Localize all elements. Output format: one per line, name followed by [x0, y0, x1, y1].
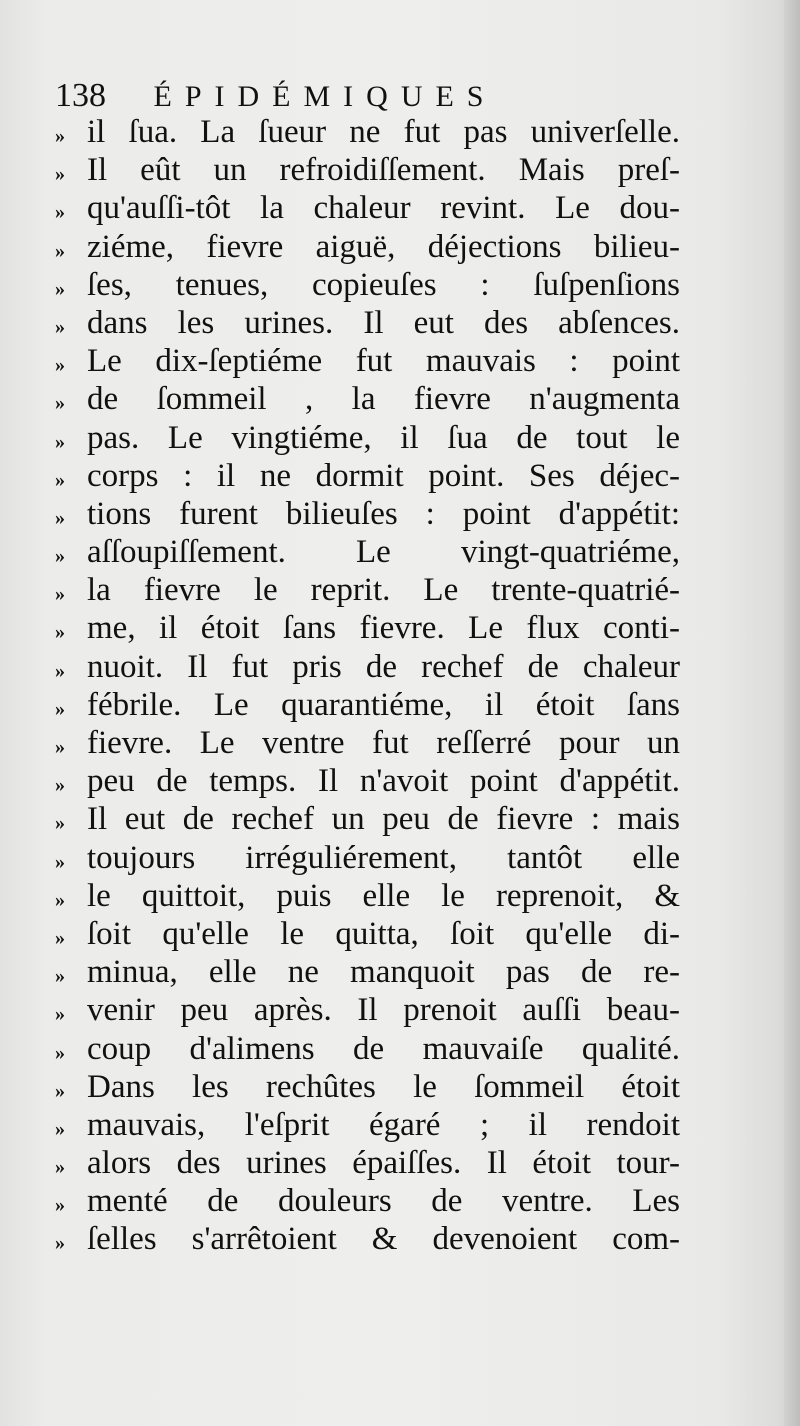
body-text [55, 113, 680, 1259]
line-text: Il eut de rechef un peu de fievre : mais [87, 801, 680, 838]
page-gutter-shadow [784, 0, 800, 1426]
text-line [55, 571, 680, 609]
quote-marker: » [55, 430, 65, 453]
quote-marker: » [55, 354, 65, 377]
line-text: peu de temps. Il n'avoit point d'appétit. [87, 763, 680, 800]
text-line [55, 1106, 680, 1144]
text-line [55, 189, 680, 227]
page-header [55, 76, 497, 116]
text-line [55, 266, 680, 304]
text-line [55, 419, 680, 457]
quote-marker: » [55, 277, 65, 300]
line-text: corps : il ne dormit point. Ses déjec- [87, 457, 680, 494]
quote-marker: » [55, 888, 65, 911]
running-title: ÉPIDÉMIQUES [153, 80, 497, 113]
line-text: le quittoit, puis elle le reprenoit, & [87, 877, 680, 914]
line-text: Dans les rechûtes le ſommeil étoit [87, 1068, 680, 1105]
line-text: Il eût un refroidiſſement. Mais preſ- [87, 152, 680, 189]
quote-marker: » [55, 774, 65, 797]
text-line [55, 1144, 680, 1182]
text-line [55, 533, 680, 571]
line-text: ſoit qu'elle le quitta, ſoit qu'elle di- [87, 915, 680, 952]
line-text: coup d'alimens de mauvaiſe qualité. [87, 1030, 680, 1067]
line-text: pas. Le vingtiéme, il ſua de tout le [87, 419, 680, 456]
line-text: mauvais, l'eſprit égaré ; il rendoit [87, 1106, 680, 1143]
line-text: aſſoupiſſement. Le vingt-quatriéme, [87, 534, 680, 571]
quote-marker: » [55, 392, 65, 415]
quote-marker: » [55, 163, 65, 186]
quote-marker: » [55, 125, 65, 147]
text-line [55, 1182, 680, 1220]
quote-marker: » [55, 812, 65, 835]
text-line [55, 1220, 680, 1258]
line-text: minua, elle ne manquoit pas de re- [87, 954, 680, 991]
text-line [55, 915, 680, 953]
text-line [55, 953, 680, 991]
text-line [55, 648, 680, 686]
line-text: fievre. Le ventre fut reſſerré pour un [87, 725, 680, 761]
text-line [55, 686, 680, 724]
line-text: la fievre le reprit. Le trente-quatrié- [87, 572, 680, 609]
line-text: qu'auſſi-tôt la chaleur revint. Le dou- [87, 190, 680, 227]
line-text: nuoit. Il fut pris de rechef de chaleur [87, 648, 680, 685]
line-text: me, il étoit ſans fievre. Le flux conti- [87, 610, 680, 647]
quote-marker: » [55, 201, 65, 224]
line-text: fébrile. Le quarantiéme, il étoit ſans [87, 686, 680, 723]
quote-marker: » [55, 1156, 65, 1179]
text-line [55, 1068, 680, 1106]
text-line [55, 839, 680, 877]
text-line [55, 495, 680, 533]
quote-marker: » [55, 736, 65, 758]
quote-marker: » [55, 659, 65, 682]
text-line [55, 304, 680, 342]
quote-marker: » [55, 1079, 65, 1102]
line-text: venir peu après. Il prenoit auſſi beau- [87, 992, 680, 1029]
line-text: Le dix-ſeptiéme fut mauvais : point [87, 343, 680, 380]
line-text: ſelles s'arrêtoient & devenoient com- [87, 1221, 680, 1258]
line-text: ſes, tenues, copieuſes : ſuſpenſions [87, 266, 680, 303]
quote-marker: » [55, 545, 65, 568]
text-line [55, 991, 680, 1029]
text-line [55, 151, 680, 189]
line-text: ziéme, fievre aiguë, déjections bilieu- [87, 228, 680, 265]
line-text: menté de douleurs de ventre. Les [87, 1183, 680, 1220]
quote-marker: » [55, 1117, 65, 1140]
quote-marker: » [55, 965, 65, 988]
line-text: alors des urines épaiſſes. Il étoit tour- [87, 1145, 680, 1182]
text-line [55, 609, 680, 647]
quote-marker: » [55, 239, 65, 262]
line-text: toujours irréguliérement, tantôt elle [87, 839, 680, 876]
text-line [55, 342, 680, 380]
quote-marker: » [55, 1232, 65, 1255]
page-number: 138 [55, 77, 106, 114]
text-line [55, 800, 680, 838]
quote-marker: » [55, 468, 65, 491]
quote-marker: » [55, 697, 65, 720]
quote-marker: » [55, 1194, 65, 1217]
text-line [55, 228, 680, 266]
quote-marker: » [55, 926, 65, 949]
quote-marker: » [55, 1041, 65, 1064]
text-line [55, 762, 680, 800]
line-text: dans les urines. Il eut des abſences. [87, 304, 680, 341]
quote-marker: » [55, 315, 65, 338]
text-line [55, 113, 680, 151]
text-line [55, 457, 680, 495]
text-line [55, 724, 680, 762]
quote-marker: » [55, 621, 65, 644]
text-line [55, 877, 680, 915]
line-text: il ſua. La ſueur ne fut pas univerſelle. [87, 114, 680, 150]
text-line [55, 380, 680, 418]
quote-marker: » [55, 850, 65, 873]
quote-marker: » [55, 583, 65, 606]
line-text: de ſommeil , la fievre n'augmenta [87, 381, 680, 418]
text-line [55, 1030, 680, 1068]
quote-marker: » [55, 506, 65, 529]
quote-marker: » [55, 1003, 65, 1026]
line-text: tions furent bilieuſes : point d'appétit: [87, 495, 680, 532]
